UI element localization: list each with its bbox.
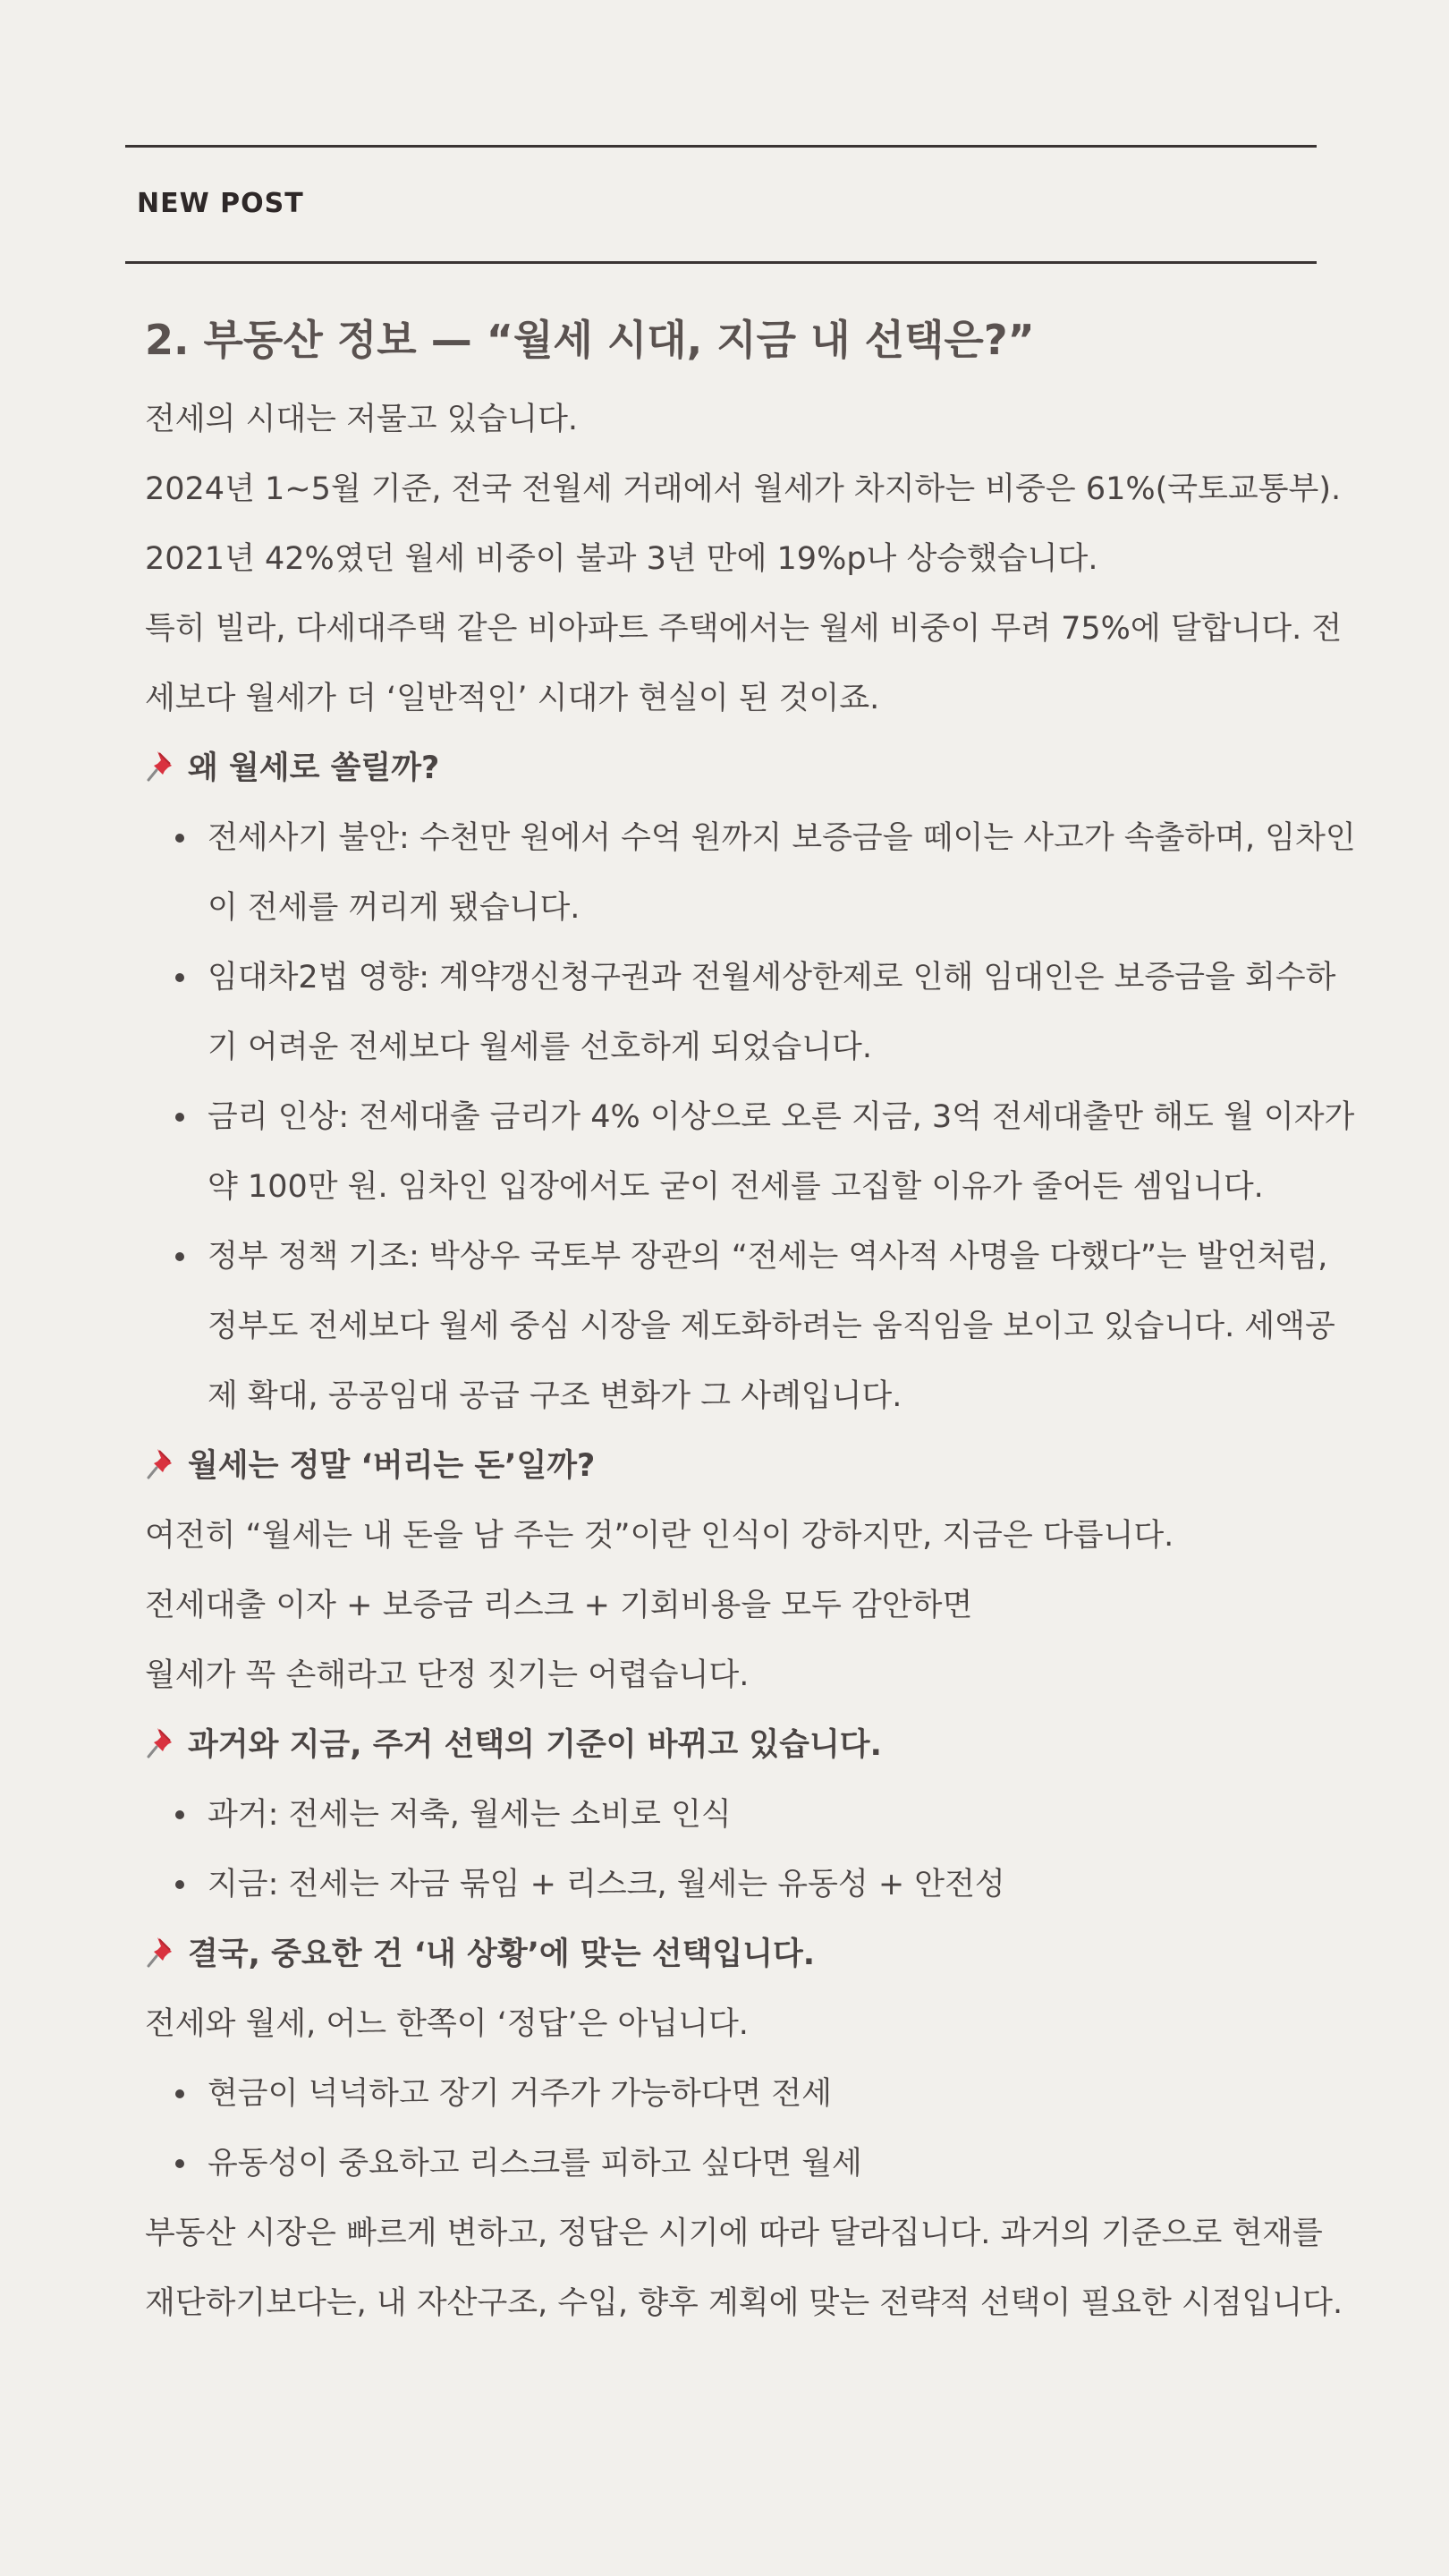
list-item: 과거: 전세는 저축, 월세는 소비로 인식 <box>145 1780 1361 1850</box>
section-heading-text: 결국, 중요한 건 ‘내 상황’에 맞는 선택입니다. <box>188 1936 816 1972</box>
pushpin-icon <box>145 748 181 784</box>
intro-paragraph-2: 2024년 1~5월 기준, 전국 전월세 거래에서 월세가 차지하는 비중은 61%(국토교통부). 2021년 42%였던 월세 비중이 불과 3년 만에 19%p나 상승했습니다. <box>145 471 1342 577</box>
post-title: 2. 부동산 정보 — “월세 시대, 지금 내 선택은?” <box>145 316 1035 364</box>
list-item: 금리 인상: 전세대출 금리가 4% 이상으로 오른 지금, 3억 전세대출만 해도 월 이자가 약 100만 원. 임차인 입장에서도 굳이 전세를 고집할 이유가 줄어든 셈입니다. <box>145 1082 1361 1222</box>
pushpin-icon <box>145 1724 181 1760</box>
section-heading-text: 월세는 정말 ‘버리는 돈’일까? <box>188 1448 596 1484</box>
list-item: 전세사기 불안: 수천만 원에서 수억 원까지 보증금을 떼이는 사고가 속출하며, 임차인이 전세를 꺼리게 됐습니다. <box>145 803 1361 943</box>
conclusion-paragraph: 부동산 시장은 빠르게 변하고, 정답은 시기에 따라 달라집니다. 과거의 기준으로 현재를 재단하기보다는, 내 자산구조, 수입, 향후 계획에 맞는 전략적 선택이 필요한 시점입니다. <box>145 2216 1343 2321</box>
header-bottom-rule <box>125 261 1317 264</box>
section-heading-wasted-money <box>145 1431 1361 1501</box>
section-heading-criteria-change <box>145 1710 1361 1780</box>
intro-paragraph-3: 특히 빌라, 다세대주택 같은 비아파트 주택에서는 월세 비중이 무려 75%에 달합니다. 전세보다 월세가 더 ‘일반적인’ 시대가 현실이 된 것이죠. <box>145 611 1343 716</box>
list-item: 임대차2법 영향: 계약갱신청구권과 전월세상한제로 인해 임대인은 보증금을 회수하기 어려운 전세보다 월세를 선호하게 되었습니다. <box>145 943 1361 1082</box>
pushpin-icon <box>145 1934 181 1970</box>
list-item: 정부 정책 기조: 박상우 국토부 장관의 “전세는 역사적 사명을 다했다”는 발언처럼, 정부도 전세보다 월세 중심 시장을 제도화하려는 움직임을 보이고 있습니다. 세액공제 확대, 공공임대 공급 구조 변화가 그 사례입니다. <box>145 1222 1361 1431</box>
pushpin-icon <box>145 1445 181 1481</box>
choice-list <box>145 2059 1361 2199</box>
paragraph: 여전히 “월세는 내 돈을 남 주는 것”이란 인식이 강하지만, 지금은 다릅니다. <box>145 1518 1174 1554</box>
section-heading-text: 왜 월세로 쏠릴까? <box>188 750 440 786</box>
reasons-list <box>145 803 1361 1431</box>
paragraph: 전세대출 이자 + 보증금 리스크 + 기회비용을 모두 감안하면 <box>145 1588 973 1623</box>
list-item: 유동성이 중요하고 리스크를 피하고 싶다면 월세 <box>145 2129 1361 2199</box>
criteria-list <box>145 1780 1361 1919</box>
list-item: 현금이 넉넉하고 장기 거주가 가능하다면 전세 <box>145 2059 1361 2129</box>
header-top-rule <box>125 145 1317 148</box>
section-heading-my-situation <box>145 1919 1361 1989</box>
intro-paragraph-1: 전세의 시대는 저물고 있습니다. <box>145 402 579 437</box>
paragraph: 전세와 월세, 어느 한쪽이 ‘정답’은 아닙니다. <box>145 2006 749 2042</box>
section-heading-why-monthly <box>145 733 1361 803</box>
list-item: 지금: 전세는 자금 묶임 + 리스크, 월세는 유동성 + 안전성 <box>145 1850 1361 1919</box>
header-label: NEW POST <box>137 188 304 219</box>
post-body <box>145 304 1361 2338</box>
section-heading-text: 과거와 지금, 주거 선택의 기준이 바뀌고 있습니다. <box>188 1727 882 1763</box>
paragraph: 월세가 꼭 손해라고 단정 짓기는 어렵습니다. <box>145 1657 750 1693</box>
